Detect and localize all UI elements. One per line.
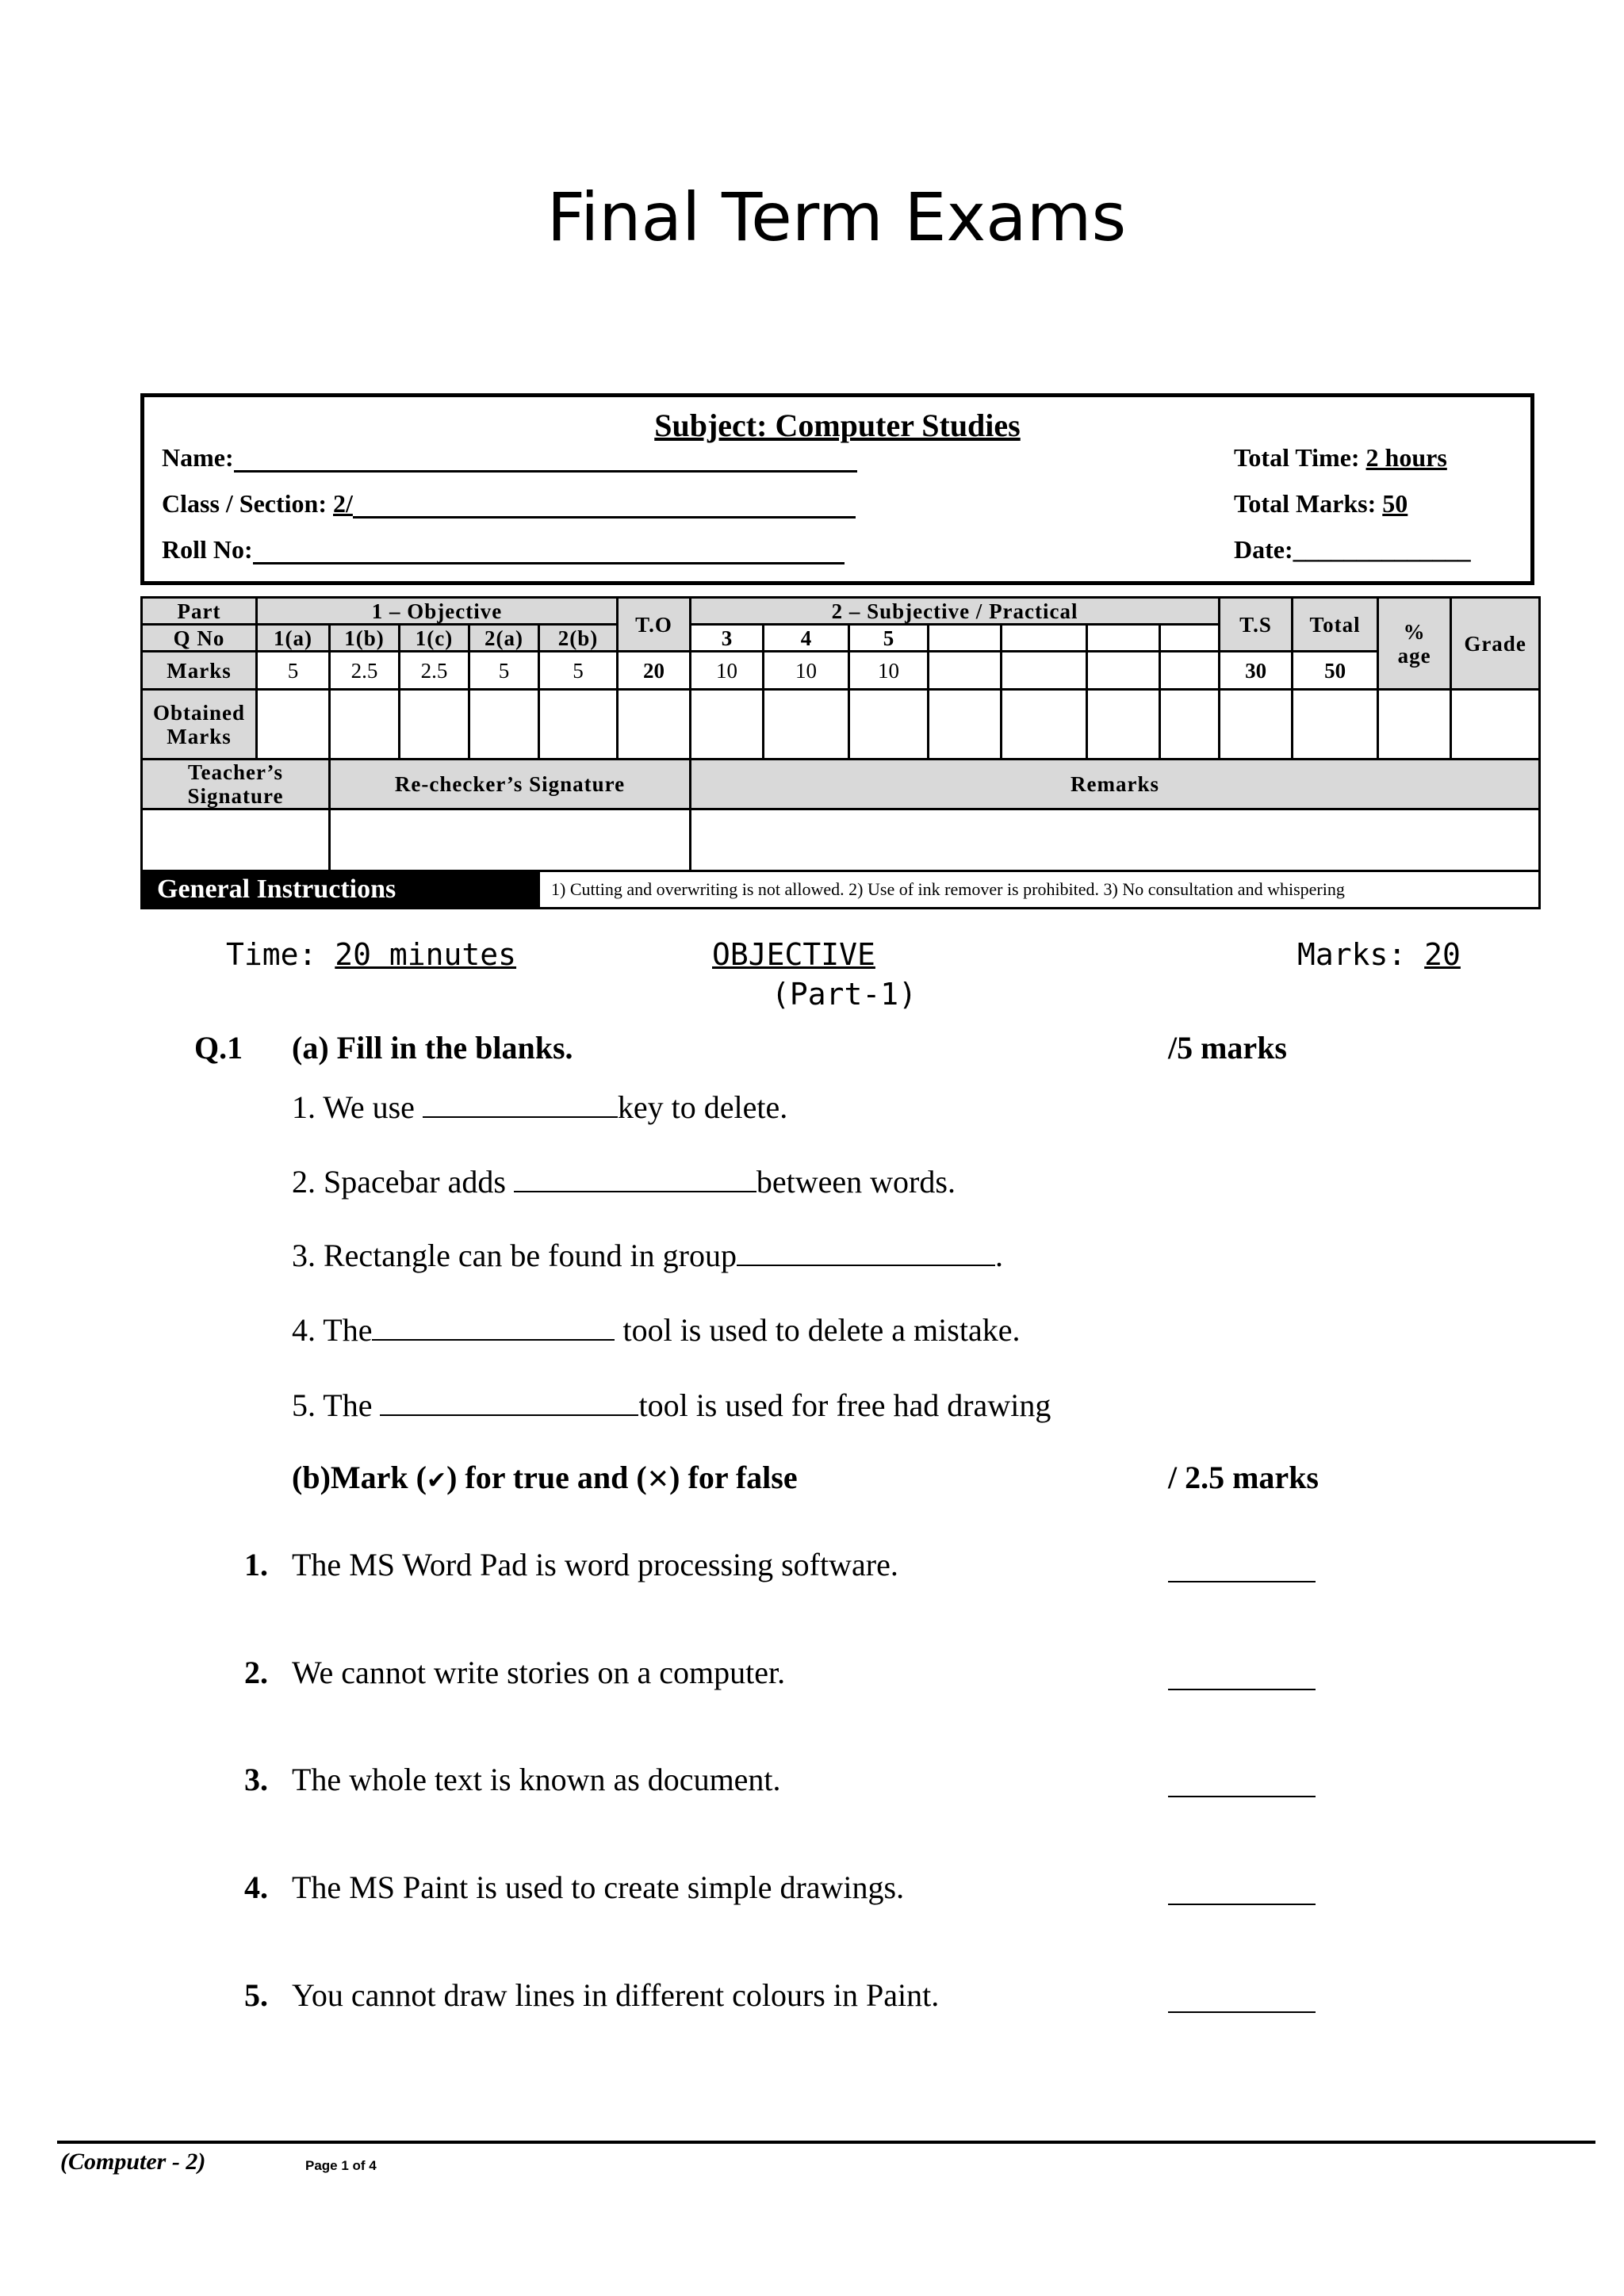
blank-question-text: 3. Rectangle can be found in group bbox=[292, 1238, 737, 1273]
empty-cell bbox=[1002, 652, 1087, 690]
total-marks-value: 50 bbox=[1382, 489, 1408, 518]
obtained-cell[interactable] bbox=[330, 690, 400, 760]
marks-total: 50 bbox=[1293, 652, 1378, 690]
part-a-marks: /5 marks bbox=[1168, 1030, 1287, 1066]
tf-answer-blank[interactable] bbox=[1168, 1687, 1316, 1690]
footer-divider bbox=[57, 2141, 1595, 2144]
blank-question bbox=[292, 1161, 956, 1200]
blank-question-text: tool is used to delete a mistake. bbox=[615, 1312, 1021, 1348]
blank-question bbox=[292, 1234, 1003, 1274]
tf-answer-blank[interactable] bbox=[1168, 1794, 1316, 1797]
marks-cell: 10 bbox=[691, 652, 764, 690]
total-time-value: 2 hours bbox=[1365, 443, 1447, 472]
obtained-cell[interactable] bbox=[1002, 690, 1087, 760]
obtained-cell[interactable] bbox=[1293, 690, 1378, 760]
section-marks-value: 20 bbox=[1424, 937, 1461, 972]
roll-label: Roll No: bbox=[162, 535, 253, 564]
obtained-cell[interactable] bbox=[469, 690, 539, 760]
obtained-cell[interactable] bbox=[1378, 690, 1451, 760]
marks-cell: 2.5 bbox=[330, 652, 400, 690]
obtained-cell[interactable] bbox=[849, 690, 929, 760]
q-cell: 2(a) bbox=[469, 625, 539, 652]
blank-question-text: tool is used for free had drawing bbox=[638, 1387, 1051, 1423]
marks-to: 20 bbox=[618, 652, 691, 690]
tf-answer-blank[interactable] bbox=[1168, 2010, 1316, 2013]
q-cell: 1(c) bbox=[400, 625, 469, 652]
part-b-title-text: ) for false bbox=[669, 1460, 798, 1495]
qno-header: Q No bbox=[142, 625, 257, 652]
marks-cell: 5 bbox=[469, 652, 539, 690]
answer-blank[interactable] bbox=[514, 1161, 756, 1192]
part-header: Part bbox=[142, 598, 257, 625]
check-icon: ✔ bbox=[426, 1467, 447, 1494]
general-instructions-text: 1) Cutting and overwriting is not allowed. 2) Use of ink remover is prohibited. 3) No consultation and whispering bbox=[539, 871, 1540, 909]
section-time-label: Time: bbox=[226, 937, 335, 972]
class-blank[interactable] bbox=[353, 492, 856, 519]
marks-row-header: Marks bbox=[142, 652, 257, 690]
marks-ts: 30 bbox=[1220, 652, 1293, 690]
objective-header: 1 – Objective bbox=[257, 598, 618, 625]
section-time-value: 20 minutes bbox=[335, 937, 517, 972]
answer-blank[interactable] bbox=[372, 1309, 615, 1341]
tf-statement: The MS Paint is used to create simple drawings. bbox=[292, 1869, 905, 1905]
blank-question-text: between words. bbox=[756, 1164, 956, 1200]
obtained-cell[interactable] bbox=[257, 690, 330, 760]
cross-icon: ✕ bbox=[646, 1464, 670, 1495]
part-b-title bbox=[292, 1459, 798, 1496]
total-marks-label: Total Marks: bbox=[1234, 489, 1383, 518]
blank-question-text: key to delete. bbox=[617, 1089, 788, 1125]
marks-cell: 5 bbox=[257, 652, 330, 690]
part-b-marks: / 2.5 marks bbox=[1168, 1460, 1319, 1495]
total-header: Total bbox=[1293, 598, 1378, 652]
part-b-title-text: (b)Mark ( bbox=[292, 1460, 427, 1495]
blank-question-text: . bbox=[994, 1238, 1003, 1273]
marks-cell: 2.5 bbox=[400, 652, 469, 690]
empty-cell bbox=[1087, 625, 1160, 652]
obtained-cell[interactable] bbox=[1451, 690, 1540, 760]
obtained-cell[interactable] bbox=[764, 690, 849, 760]
name-field[interactable] bbox=[162, 443, 857, 473]
name-label: Name: bbox=[162, 443, 234, 472]
total-marks bbox=[1234, 489, 1408, 519]
empty-cell bbox=[929, 625, 1002, 652]
obtained-cell[interactable] bbox=[1160, 690, 1220, 760]
q-cell: 1(b) bbox=[330, 625, 400, 652]
empty-cell bbox=[929, 652, 1002, 690]
subjective-header: 2 – Subjective / Practical bbox=[691, 598, 1220, 625]
marks-cell: 5 bbox=[539, 652, 618, 690]
teacher-signature-header: Teacher’s Signature bbox=[142, 760, 330, 809]
tf-number: 2. bbox=[244, 1655, 268, 1690]
obtained-cell[interactable] bbox=[618, 690, 691, 760]
question-number: Q.1 bbox=[194, 1030, 243, 1066]
ts-header: T.S bbox=[1220, 598, 1293, 652]
rechecker-signature-header: Re-checker’s Signature bbox=[330, 760, 691, 809]
section-marks-label: Marks: bbox=[1297, 937, 1425, 972]
obtained-cell[interactable] bbox=[691, 690, 764, 760]
percent-symbol: % bbox=[1403, 619, 1426, 644]
empty-cell bbox=[1002, 625, 1087, 652]
tf-statement: You cannot draw lines in different colours in Paint. bbox=[292, 1977, 940, 2013]
answer-blank[interactable] bbox=[380, 1384, 638, 1416]
remarks-box[interactable] bbox=[691, 809, 1540, 871]
objective-title: OBJECTIVE bbox=[712, 937, 875, 972]
tf-statement: The whole text is known as document. bbox=[292, 1762, 781, 1797]
percent-header bbox=[1378, 598, 1451, 690]
obtained-cell[interactable] bbox=[1087, 690, 1160, 760]
blank-question bbox=[292, 1086, 787, 1126]
part-label: (Part-1) bbox=[772, 977, 917, 1012]
teacher-signature-box[interactable] bbox=[142, 809, 330, 871]
marks-cell: 10 bbox=[764, 652, 849, 690]
marks-table bbox=[140, 596, 1541, 909]
tf-answer-blank[interactable] bbox=[1168, 1902, 1316, 1905]
class-section-field[interactable] bbox=[162, 489, 856, 519]
obtained-label: Obtained bbox=[152, 700, 246, 725]
obtained-cell[interactable] bbox=[539, 690, 618, 760]
to-header: T.O bbox=[618, 598, 691, 652]
blank-question-text: 5. The bbox=[292, 1387, 381, 1423]
name-blank[interactable] bbox=[234, 446, 857, 473]
part-b-title-text: ) for true and ( bbox=[446, 1460, 647, 1495]
general-instructions-label: General Instructions bbox=[142, 871, 539, 909]
obtained-marks-header bbox=[142, 690, 257, 760]
q-cell: 1(a) bbox=[257, 625, 330, 652]
tf-number: 5. bbox=[244, 1977, 268, 2013]
class-value: 2/ bbox=[333, 489, 353, 518]
empty-cell bbox=[1160, 625, 1220, 652]
total-time-label: Total Time: bbox=[1234, 443, 1366, 472]
footer-course: (Computer - 2) bbox=[60, 2149, 206, 2175]
tf-answer-blank[interactable] bbox=[1168, 1579, 1316, 1582]
tf-number: 4. bbox=[244, 1869, 268, 1905]
blank-question-text: 4. The bbox=[292, 1312, 373, 1348]
percent-age: age bbox=[1397, 643, 1431, 668]
blank-question-text: 1. We use bbox=[292, 1089, 423, 1125]
tf-number: 1. bbox=[244, 1547, 268, 1582]
subject-heading: Subject: Computer Studies bbox=[654, 408, 1021, 443]
section-time bbox=[226, 937, 516, 972]
obtained-label-2: Marks bbox=[167, 724, 232, 748]
empty-cell bbox=[1087, 652, 1160, 690]
remarks-header: Remarks bbox=[691, 760, 1540, 809]
empty-cell bbox=[1160, 652, 1220, 690]
page-title: Final Term Exams bbox=[546, 178, 1127, 256]
total-time bbox=[1234, 443, 1447, 473]
answer-blank[interactable] bbox=[737, 1234, 995, 1266]
q-cell: 5 bbox=[849, 625, 929, 652]
roll-no-field[interactable] bbox=[162, 535, 845, 564]
part-a-title: (a) Fill in the blanks. bbox=[292, 1030, 573, 1066]
class-label: Class / Section: bbox=[162, 489, 333, 518]
obtained-cell[interactable] bbox=[400, 690, 469, 760]
tf-number: 3. bbox=[244, 1762, 268, 1797]
q-cell: 3 bbox=[691, 625, 764, 652]
grade-header: Grade bbox=[1451, 598, 1540, 690]
student-info-box bbox=[140, 393, 1534, 585]
blank-question bbox=[292, 1384, 1051, 1424]
tf-statement: We cannot write stories on a computer. bbox=[292, 1655, 786, 1690]
blank-question-text: 2. Spacebar adds bbox=[292, 1164, 514, 1200]
tf-statement: The MS Word Pad is word processing software. bbox=[292, 1547, 898, 1582]
roll-blank[interactable] bbox=[253, 538, 845, 564]
blank-question bbox=[292, 1309, 1020, 1349]
marks-cell: 10 bbox=[849, 652, 929, 690]
section-marks bbox=[1297, 937, 1461, 972]
obtained-cell[interactable] bbox=[1220, 690, 1293, 760]
rechecker-signature-box[interactable] bbox=[330, 809, 691, 871]
date-field[interactable]: Date:______________ bbox=[1234, 535, 1471, 564]
q-cell: 2(b) bbox=[539, 625, 618, 652]
answer-blank[interactable] bbox=[423, 1086, 618, 1118]
q-cell: 4 bbox=[764, 625, 849, 652]
obtained-cell[interactable] bbox=[929, 690, 1002, 760]
footer-page-number: Page 1 of 4 bbox=[305, 2158, 377, 2173]
